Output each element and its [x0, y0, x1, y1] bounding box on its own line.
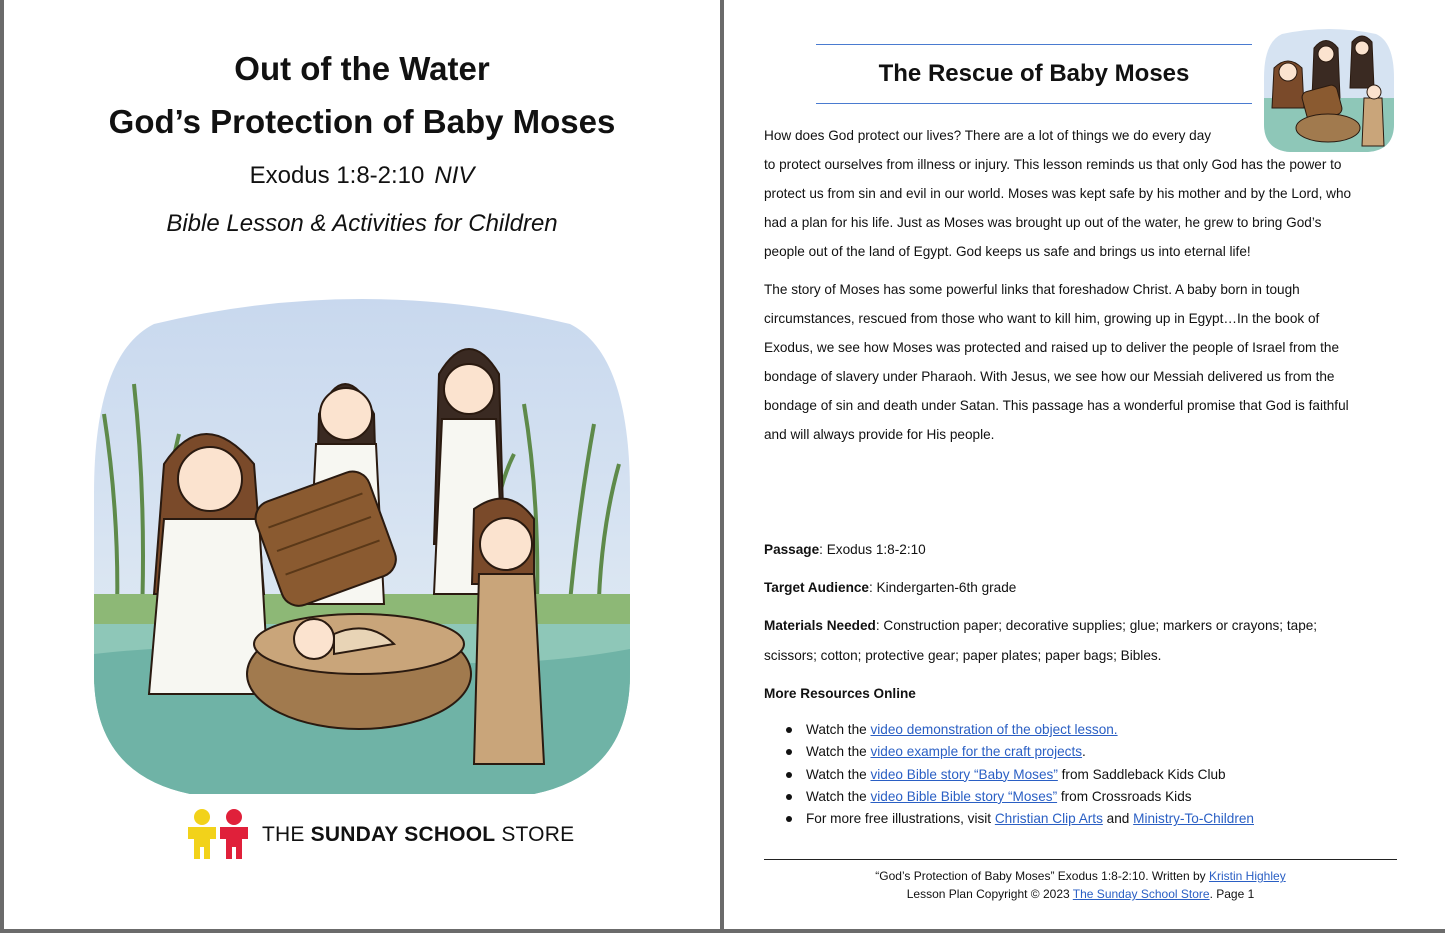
resources-list	[764, 719, 1404, 830]
footer-rule	[764, 859, 1397, 860]
materials-value-continued: scissors; cotton; protective gear; paper plates; paper bags; Bibles.	[764, 648, 1162, 663]
reference-text: Exodus 1:8-2:10	[249, 162, 425, 189]
resource-prefix: Watch the	[806, 788, 871, 804]
passage-field	[764, 535, 1404, 564]
cover-page	[4, 0, 720, 929]
footer-line1	[764, 869, 1397, 883]
title-rule-bottom	[816, 103, 1252, 104]
paper-people-icon	[182, 807, 254, 863]
resource-item	[764, 719, 1404, 741]
resource-prefix: Watch the	[806, 722, 871, 737]
cover-scripture-reference	[4, 162, 720, 190]
footer-credit-text: “God’s Protection of Baby Moses” Exodus 1:8-2:10. Written by	[875, 869, 1209, 883]
audience-field	[764, 573, 1404, 602]
story-line: Exodus, we see how Moses was protected and raised up to deliver the people of Israel from the	[764, 340, 1340, 355]
store-link[interactable]: The Sunday School Store	[1072, 887, 1210, 901]
lesson-title: The Rescue of Baby Moses	[878, 60, 1190, 87]
cover-subtitle: Bible Lesson & Activities for Children	[166, 210, 558, 237]
resource-item	[764, 808, 1404, 830]
materials-field	[764, 611, 1404, 640]
ministry-to-children-link[interactable]: Ministry-To-Children	[1133, 811, 1254, 827]
logo-word-bold: SUNDAY SCHOOL	[310, 823, 496, 846]
logo-word-the: THE	[262, 823, 311, 846]
intro-line: had a plan for his life. Just as Moses was brought up out of the water, he grew to bring God’s	[764, 215, 1322, 230]
intro-line: How does God protect our lives? There are a lot of things we do every day	[764, 128, 1212, 143]
logo-text	[262, 823, 574, 847]
resource-middle: and	[1102, 811, 1134, 827]
resource-item	[764, 764, 1404, 786]
logo-word-store: STORE	[495, 823, 575, 846]
story-line: circumstances, rescued from those who want to kill him, growing up in Egypt…In the book of	[764, 311, 1320, 326]
resources-heading	[764, 679, 1404, 708]
resource-suffix: from Crossroads Kids	[1057, 788, 1192, 804]
materials-label: Materials Needed	[764, 618, 876, 633]
audience-label: Target Audience	[764, 580, 869, 595]
audience-value: : Kindergarten-6th grade	[869, 580, 1017, 595]
title-rule-top	[816, 44, 1252, 45]
cover-title-line2: God’s Protection of Baby Moses	[108, 103, 616, 140]
object-lesson-video-link[interactable]: video demonstration of the object lesson.	[870, 722, 1118, 737]
sunday-school-store-logo	[182, 805, 602, 865]
story-line: bondage of slavery under Pharaoh. With Jesus, we see how our Messiah delivered us from the	[764, 369, 1335, 384]
intro-line: protect us from sin and evil in our world. Moses was kept safe by his mother and by the Lord, who	[764, 186, 1352, 201]
author-link[interactable]: Kristin Highley	[1209, 869, 1286, 883]
resource-suffix: .	[1082, 744, 1086, 760]
christian-clip-arts-link[interactable]: Christian Clip Arts	[994, 811, 1103, 827]
moses-video-link[interactable]: video Bible Bible story “Moses”	[870, 788, 1058, 804]
passage-value: : Exodus 1:8-2:10	[819, 542, 926, 557]
story-line: and will always provide for His people.	[764, 427, 995, 442]
baby-moses-illustration	[94, 294, 630, 799]
resources-heading-text: More Resources Online	[764, 686, 916, 701]
resource-suffix: from Saddleback Kids Club	[1057, 766, 1226, 782]
craft-video-link[interactable]: video example for the craft projects	[870, 744, 1083, 760]
resource-prefix: Watch the	[806, 744, 871, 760]
baby-moses-video-link[interactable]: video Bible story “Baby Moses”	[870, 766, 1058, 782]
resource-item	[764, 786, 1404, 808]
story-line: bondage of sin and death under Satan. This passage has a wonderful promise that God is faithful	[764, 398, 1349, 413]
version-text: NIV	[434, 162, 475, 189]
intro-line: to protect ourselves from illness or injury. This lesson reminds us that only God has the power to	[764, 157, 1342, 172]
lesson-page	[724, 0, 1445, 929]
footer-copyright-text: Lesson Plan Copyright © 2023	[906, 887, 1073, 901]
footer-line2	[764, 887, 1397, 901]
intro-line: people out of the land of Egypt. God keeps us safe and brings us into eternal life!	[764, 244, 1251, 259]
resource-prefix: Watch the	[806, 766, 871, 782]
cover-title-line1: Out of the Water	[234, 50, 490, 87]
passage-label: Passage	[764, 542, 820, 557]
materials-value: : Construction paper; decorative supplies; glue; markers or crayons; tape;	[875, 618, 1318, 633]
story-line: The story of Moses has some powerful links that foreshadow Christ. A baby born in tough	[764, 282, 1300, 297]
resource-prefix: For more free illustrations, visit	[806, 811, 995, 827]
footer-page-number: . Page 1	[1209, 887, 1255, 901]
resource-item	[764, 741, 1404, 763]
